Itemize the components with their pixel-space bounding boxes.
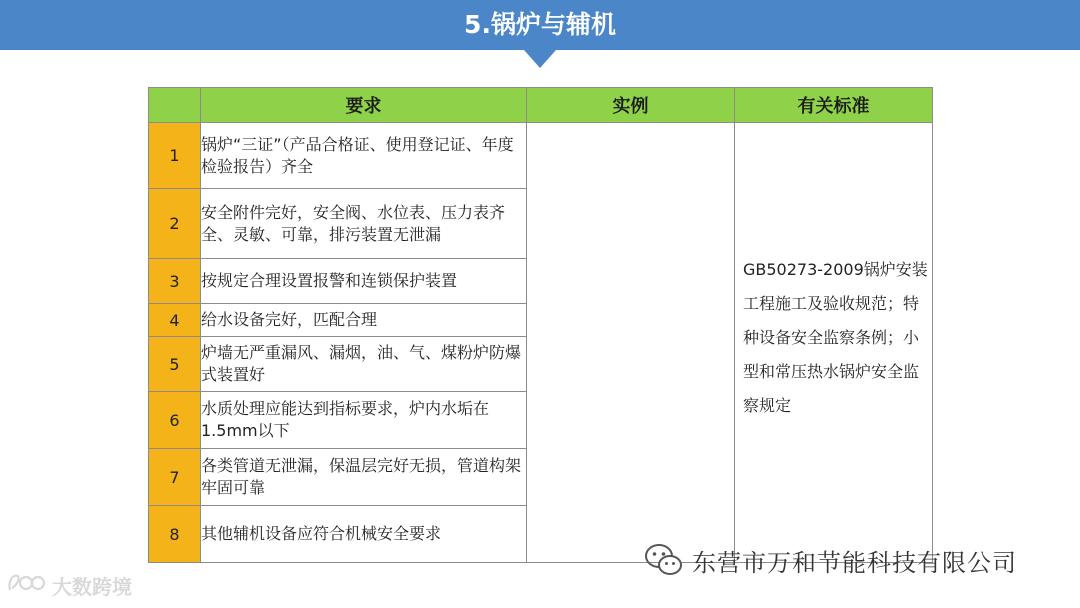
standard-text: GB50273-2009锅炉安装工程施工及验收规范；特种设备安全监察条例；小型和常压热水锅炉安全监察规定 (743, 260, 928, 415)
row-requirement: 锅炉“三证”（产品合格证、使用登记证、年度检验报告）齐全 (201, 123, 527, 189)
row-requirement: 其他辅机设备应符合机械安全要求 (201, 506, 527, 563)
row-requirement: 水质处理应能达到指标要求，炉内水垢在1.5mm以下 (201, 392, 527, 449)
table-header-row (149, 88, 933, 123)
standard-cell (735, 123, 933, 563)
banner-pointer (524, 50, 556, 68)
header-standard: 有关标准 (735, 88, 933, 123)
row-number: 1 (149, 123, 201, 189)
bigdata-logo (6, 570, 132, 600)
header-requirement: 要求 (201, 88, 527, 123)
example-cell (527, 123, 735, 563)
row-requirement: 给水设备完好，匹配合理 (201, 304, 527, 337)
table-row (149, 123, 933, 189)
row-number: 8 (149, 506, 201, 563)
bigdata-logo-icon (6, 570, 46, 600)
page-title: 5.锅炉与辅机 (464, 10, 616, 39)
requirements-table (148, 87, 933, 563)
header-example: 实例 (527, 88, 735, 123)
row-number: 3 (149, 259, 201, 304)
watermark-text: 东营市万和节能科技有限公司 (692, 548, 1017, 577)
logo-text: 大数跨境 (52, 574, 132, 599)
row-number: 5 (149, 337, 201, 392)
row-number: 4 (149, 304, 201, 337)
row-number: 6 (149, 392, 201, 449)
row-requirement: 安全附件完好，安全阀、水位表、压力表齐全、灵敏、可靠，排污装置无泄漏 (201, 189, 527, 259)
row-requirement: 炉墙无严重漏风、漏烟，油、气、煤粉炉防爆式装置好 (201, 337, 527, 392)
row-requirement: 各类管道无泄漏，保温层完好无损，管道构架牢固可靠 (201, 449, 527, 506)
header-number (149, 88, 201, 123)
row-requirement: 按规定合理设置报警和连锁保护装置 (201, 259, 527, 304)
wechat-icon (644, 543, 684, 577)
wechat-watermark (644, 540, 1017, 580)
row-number: 2 (149, 189, 201, 259)
row-number: 7 (149, 449, 201, 506)
